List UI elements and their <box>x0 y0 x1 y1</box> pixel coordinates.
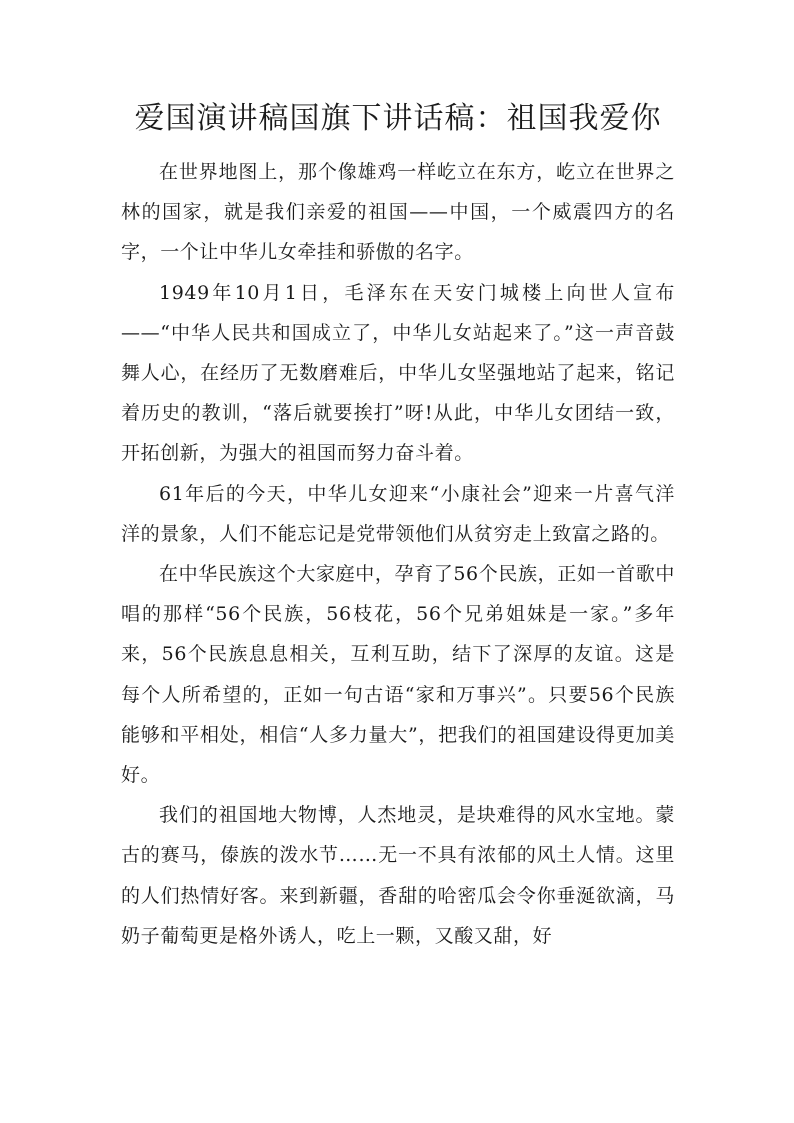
paragraph-2: 1949年10月1日，毛泽东在天安门城楼上向世人宣布——“中华人民共和国成立了，中华儿女站起来了。”这一声音鼓舞人心，在经历了无数磨难后，中华儿女坚强地站了起来，铭记着历史的教训，“落后就要挨打”呀!从此，中华儿女团结一致，开拓创新，为强大的祖国而努力奋斗着。 <box>121 281 675 465</box>
paragraph-1: 在世界地图上，那个像雄鸡一样屹立在东方，屹立在世界之林的国家，就是我们亲爱的祖国——中国，一个威震四方的名字，一个让中华儿女牵挂和骄傲的名字。 <box>121 161 675 264</box>
document-body <box>121 152 675 956</box>
paragraph-5: 我们的祖国地大物博，人杰地灵，是块难得的风水宝地。蒙古的赛马，傣族的泼水节……无一不具有浓郁的风土人情。这里的人们热情好客。来到新疆，香甜的哈密瓜会令你垂涎欲滴，马奶子葡萄更是格外诱人，吃上一颗，又酸又甜，好 <box>121 804 675 947</box>
paragraph-4: 在中华民族这个大家庭中，孕育了56个民族，正如一首歌中唱的那样“56个民族，56枝花，56个兄弟姐妹是一家。”多年来，56个民族息息相关，互利互助，结下了深厚的友谊。这是每个人所希望的，正如一句古语“家和万事兴”。只要56个民族能够和平相处，相信“人多力量大”，把我们的祖国建设得更加美好。 <box>121 563 675 787</box>
document-page <box>121 0 675 1123</box>
document-title: 爱国演讲稿国旗下讲话稿：祖国我爱你 <box>134 101 662 136</box>
paragraph-3: 61年后的今天，中华儿女迎来“小康社会”迎来一片喜气洋洋的景象，人们不能忘记是党带领他们从贫穷走上致富之路的。 <box>121 482 675 545</box>
